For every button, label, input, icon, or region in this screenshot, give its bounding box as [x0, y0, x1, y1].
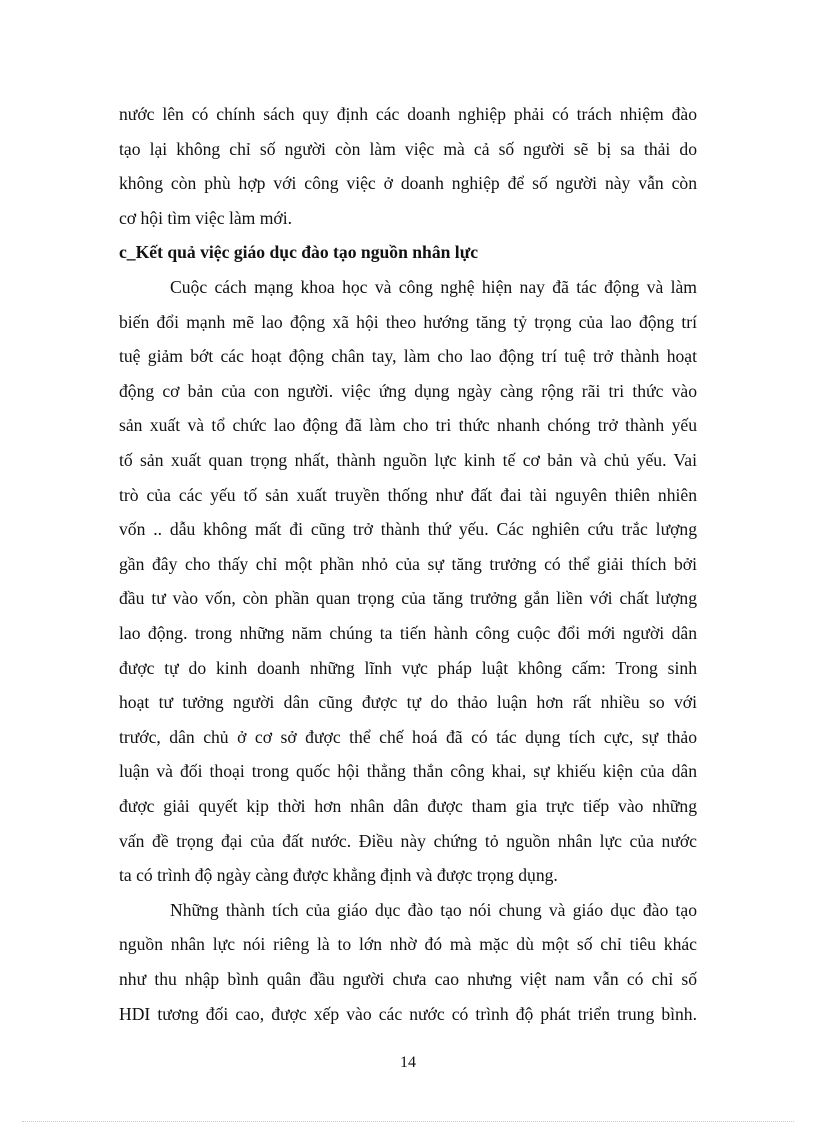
paragraph-line: lao động. trong những năm chúng ta tiến hành công cuộc đổi mới người dân — [119, 623, 697, 643]
page-bottom-divider — [22, 1121, 794, 1122]
paragraph-line: Cuộc cách mạng khoa học và công nghệ hiện nay đã tác động và làm — [170, 277, 697, 297]
paragraph-line: vấn đề trọng đại của đất nước. Điều này chứng tỏ nguồn nhân lực của nước — [119, 830, 697, 851]
paragraph-line: luận và đối thoại trong quốc hội thẳng thắn công khai, sự khiếu kiện của dân — [119, 761, 697, 782]
paragraph-line: trước, dân chủ ở cơ sở được thể chế hoá đã có tác dụng tích cực, sự thảo — [119, 726, 697, 747]
paragraph-line: vốn .. dẫu không mất đi cũng trở thành thứ yếu. Các nghiên cứu trắc lượng — [119, 519, 697, 540]
paragraph-line: tạo lại không chỉ số người còn làm việc mà cả số người sẽ bị sa thải do — [119, 138, 697, 159]
paragraph-line: được tự do kinh doanh những lĩnh vực pháp luật không cấm: Trong sinh — [119, 657, 697, 678]
paragraph-line: hoạt tư tưởng người dân cũng được tự do thảo luận hơn rất nhiều so với — [119, 692, 697, 713]
paragraph-line: không còn phù hợp với công việc ở doanh nghiệp để số người này vẫn còn — [119, 173, 697, 194]
paragraph-line: được giải quyết kịp thời hơn nhân dân được tham gia trực tiếp vào những — [119, 796, 697, 816]
paragraph-line: sản xuất và tổ chức lao động đã làm cho tri thức nhanh chóng trở thành yếu — [119, 415, 697, 436]
paragraph-line: tuệ giảm bớt các hoạt động chân tay, làm cho lao động trí tuệ trở thành hoạt — [119, 346, 697, 367]
paragraph-line: trò của các yếu tố sản xuất truyền thống như đất đai tài nguyên thiên nhiên — [119, 484, 697, 505]
section-heading: c_Kết quả việc giáo dục đào tạo nguồn nhân lực — [119, 242, 479, 263]
paragraph-line: động cơ bản của con người. việc ứng dụng ngày càng rộng rãi tri thức vào — [119, 380, 697, 401]
paragraph-line: ta có trình độ ngày càng được khẳng định và được trọng dụng. — [119, 865, 558, 886]
paragraph-line: nước lên có chính sách quy định các doanh nghiệp phải có trách nhiệm đào — [119, 104, 697, 124]
paragraph-line: tố sản xuất quan trọng nhất, thành nguồn lực kinh tế cơ bản và chủ yếu. Vai — [119, 450, 697, 470]
paragraph-line: biến đổi mạnh mẽ lao động xã hội theo hướng tăng tỷ trọng của lao động trí — [119, 311, 697, 332]
paragraph-line: cơ hội tìm việc làm mới. — [119, 207, 293, 228]
paragraph-line: gần đây cho thấy chỉ một phần nhỏ của sự tăng trưởng có thể giải thích bởi — [119, 553, 697, 574]
paragraph-line: HDI tương đối cao, được xếp vào các nước có trình độ phát triển trung bình. — [119, 1003, 697, 1024]
paragraph-line: như thu nhập bình quân đầu người chưa cao nhưng việt nam vẫn có chỉ số — [119, 969, 697, 989]
paragraph-line: đầu tư vào vốn, còn phần quan trọng của tăng trưởng gắn liền với chất lượng — [119, 588, 697, 609]
page-number: 14 — [400, 1054, 416, 1071]
paragraph-line: Những thành tích của giáo dục đào tạo nói chung và giáo dục đào tạo — [170, 899, 697, 920]
paragraph-line: nguồn nhân lực nói riêng là to lớn nhờ đó mà mặc dù một số chỉ tiêu khác — [119, 934, 697, 955]
